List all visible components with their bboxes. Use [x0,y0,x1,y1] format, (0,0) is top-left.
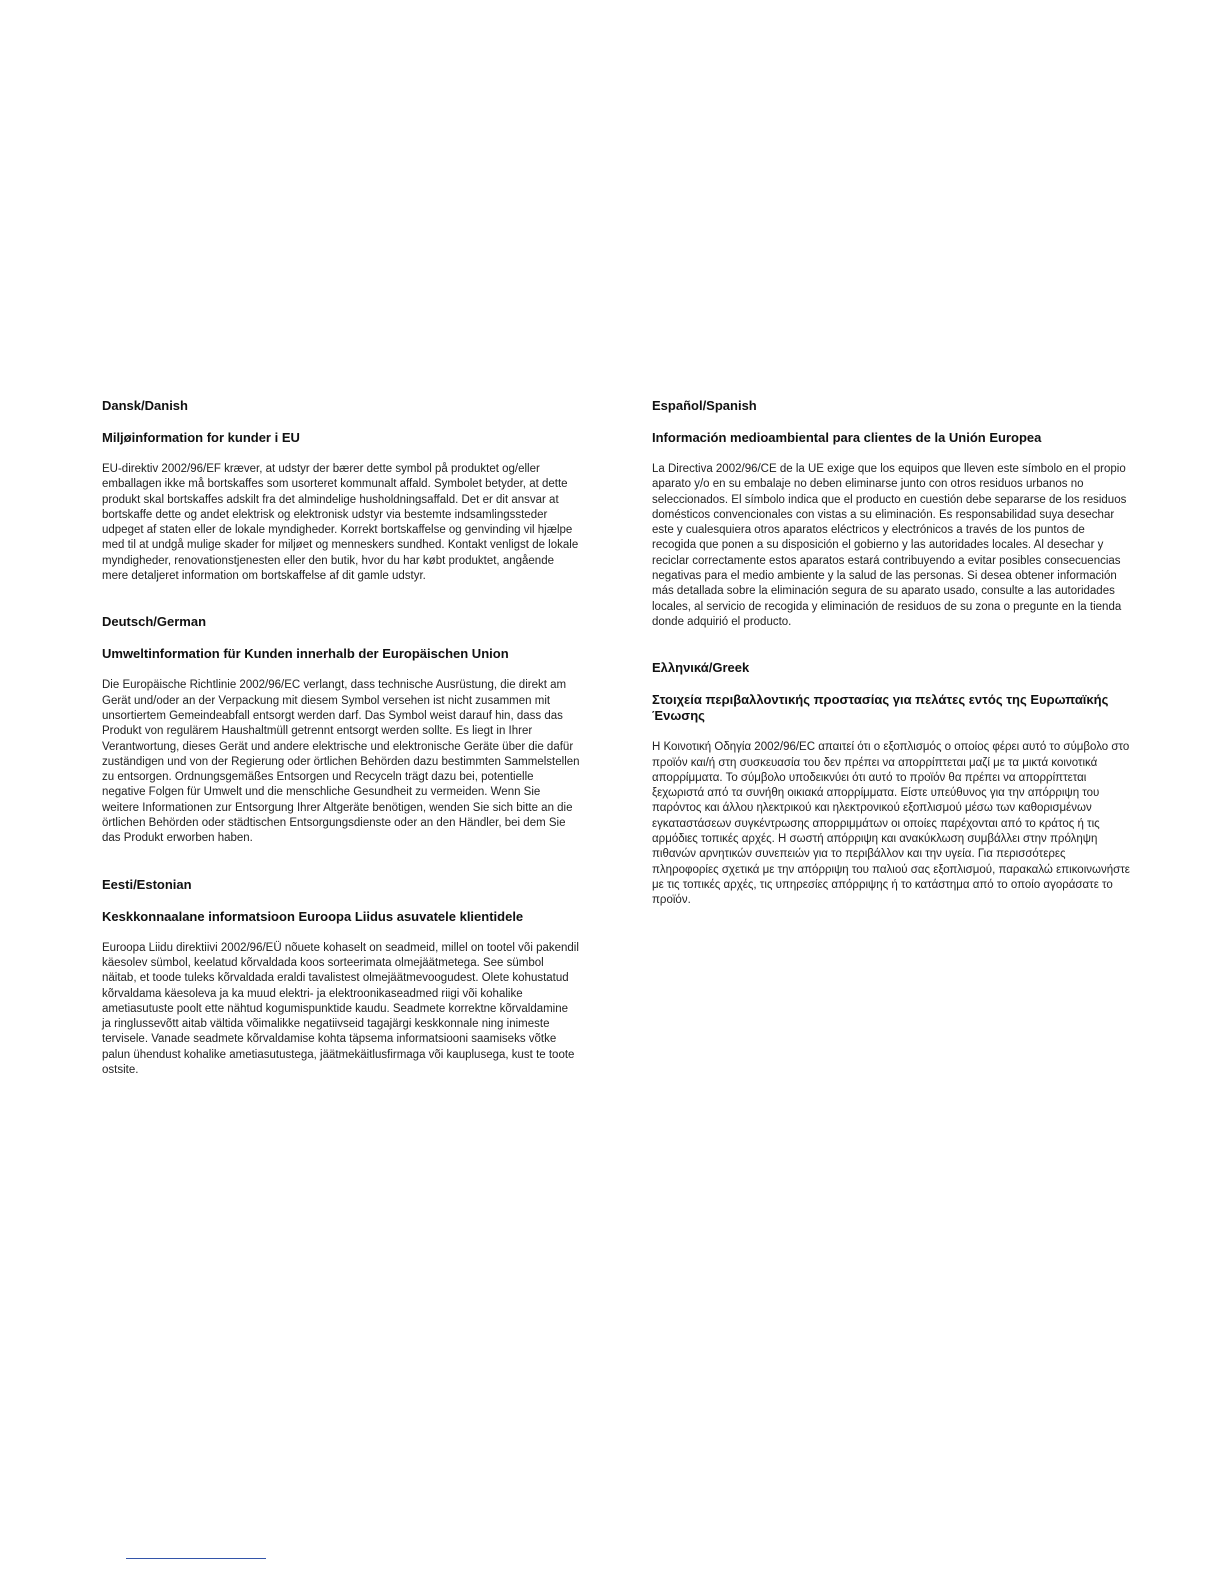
section-body: Euroopa Liidu direktiivi 2002/96/EÜ nõuete kohaselt on seadmeid, millel on tootel või pakendil käesolev sümbol, keelatud kõrvaldada koos sorteerimata olmejäätmetega. See sümbol näitab, et toode tuleks kõrvaldada eraldi tavalistest olmejäätmevoogudest. Olete kohustatud kõrvaldama käesoleva ja ka muud elektri- ja elektroonikaseadmed riigi või kohalike ametiasutuste poolt ette nähtud kogumispunktide kaudu. Seadmete korrektne kõrvaldamine ja ringlussevõtt aitab vältida võimalikke negatiivseid tagajärgi keskkonnale ning inimeste tervisele. Vanade seadmete kõrvaldamise kohta täpsema informatsiooni saamiseks võtke palun ühendust kohalike ametiasutustega, jäätmekäitlusfirmaga või kauplusega, kust te toote ostsite. [102,941,579,1077]
section-title: Información medioambiental para clientes de la Unión Europea [652,430,1042,445]
language-heading: Ελληνικά/Greek [652,660,750,676]
section-spanish [652,398,1130,630]
language-heading: Dansk/Danish [102,398,188,413]
section-body: Η Κοινοτική Οδηγία 2002/96/EC απαιτεί ότι ο εξοπλισμός ο οποίος φέρει αυτό το σύμβολο στο προϊόν και/ή στη συσκευασία του δεν πρέπει να απορρίπτεται μαζί με τα μικτά κοινοτικά απορρίμματα. Το σύμβολο υποδεικνύει ότι αυτό το προϊόν θα πρέπει να απορρίπτεται ξεχωριστά από τα συνήθη οικιακά απορρίμματα. Είστε υπεύθυνος για την απόρριψη του παρόντος και άλλου ηλεκτρικού και ηλεκτρονικού εξοπλισμού μέσω των καθορισμένων εγκαταστάσεων συγκέντρωσης απορριμμάτων οι οποίες παρέχονται από το κράτος ή τις αρμόδιες τοπικές αρχές. Η σωστή απόρριψη και ανακύκλωση συμβάλλει στην πρόληψη πιθανών αρνητικών συνεπειών για το περιβάλλον και την υγεία. Για περισσότερες πληροφορίες σχετικά με την απόρριψη του παλιού σας εξοπλισμού, παρακαλώ επικοινωνήστε με τις τοπικές αρχές, τις υπηρεσίες απόρριψης ή το κατάστημα από το οποίο αγοράσατε το προϊόν. [652,741,1130,907]
language-heading: Eesti/Estonian [102,876,192,892]
right-column [652,398,1130,939]
footnote-divider [126,1558,266,1559]
section-german [102,614,580,846]
section-greek [652,660,1130,908]
section-body: La Directiva 2002/96/CE de la UE exige que los equipos que lleven este símbolo en el propio aparato y/o en su embalaje no deben eliminarse junto con otros residuos urbanos no seleccionados. El símbolo indica que el producto en cuestión debe separarse de los residuos domésticos convencionales con vistas a su eliminación. Es responsabilidad suya desechar este y cualesquiera otros aparatos eléctricos y electrónicos a través de los puntos de recogida que ponen a su disposición el gobierno y las autoridades locales. Al desechar y reciclar correctamente estos aparatos estará contribuyendo a evitar posibles consecuencias negativas para el medio ambiente y la salud de las personas. Si desea obtener información más detallada sobre la eliminación segura de su aparato usado, consulte a las autoridades locales, al servicio de recogida y eliminación de residuos de su zona o pregunte en la tienda donde adquirió el producto. [652,463,1127,628]
section-estonian [102,877,580,1079]
left-column [102,398,580,1108]
section-body: EU-direktiv 2002/96/EF kræver, at udstyr der bærer dette symbol på produktet og/eller emballagen ikke må bortskaffes som usorteret kommunalt affald. Symbolet betyder, at dette produkt skal bortskaffes adskilt fra det almindelige husholdningsaffald. Det er dit ansvar at bortskaffe dette og andet elektrisk og elektronisk udstyr via bestemte indsamlingssteder udpeget af staten eller de lokale myndigheder. Korrekt bortskaffelse og genvinding vil hjælpe med til at undgå mulige skader for miljøet og menneskers sundhed. Kontakt venligst de lokale myndigheder, renovationstjenesten eller den butik, hvor du har købt produktet, angående mere detaljeret information om bortskaffelse af dit gamle udstyr. [102,463,579,583]
section-title: Keskkonnaalane informatsioon Euroopa Liidus asuvatele klientidele [102,908,524,924]
section-title: Miljøinformation for kunder i EU [102,430,300,445]
language-heading: Deutsch/German [102,614,207,630]
section-title: Στοιχεία περιβαλλοντικής προστασίας για πελάτες εντός της Ευρωπαϊκής Ένωσης [652,692,1109,724]
section-danish [102,398,580,584]
section-title: Umweltinformation für Kunden innerhalb der Europäischen Union [102,646,509,662]
language-heading: Español/Spanish [652,398,757,413]
section-body: Die Europäische Richtlinie 2002/96/EC verlangt, dass technische Ausrüstung, die direkt am Gerät und/oder an der Verpackung mit diesem Symbol versehen ist nicht zusammen mit unsortiertem Gemeindeabfall entsorgt werden darf. Das Symbol weist darauf hin, dass das Produkt von regulärem Haushaltmüll getrennt entsorgt werden sollte. Es liegt in Ihrer Verantwortung, dieses Gerät und andere elektrische und elektronische Geräte über die dafür zuständigen und von der Regierung oder örtlichen Behörden dazu bestimmten Sammelstellen zu entsorgen. Ordnungsgemäßes Entsorgen und Recyceln trägt dazu bei, potentielle negative Folgen für Umwelt und die menschliche Gesundheit zu vermeiden. Wenn Sie weitere Informationen zur Entsorgung Ihrer Altgeräte benötigen, wenden Sie sich bitte an die örtlichen Behörden oder städtischen Entsorgungsdienste oder an den Händler, bei dem Sie das Produkt erworben haben. [102,679,580,845]
